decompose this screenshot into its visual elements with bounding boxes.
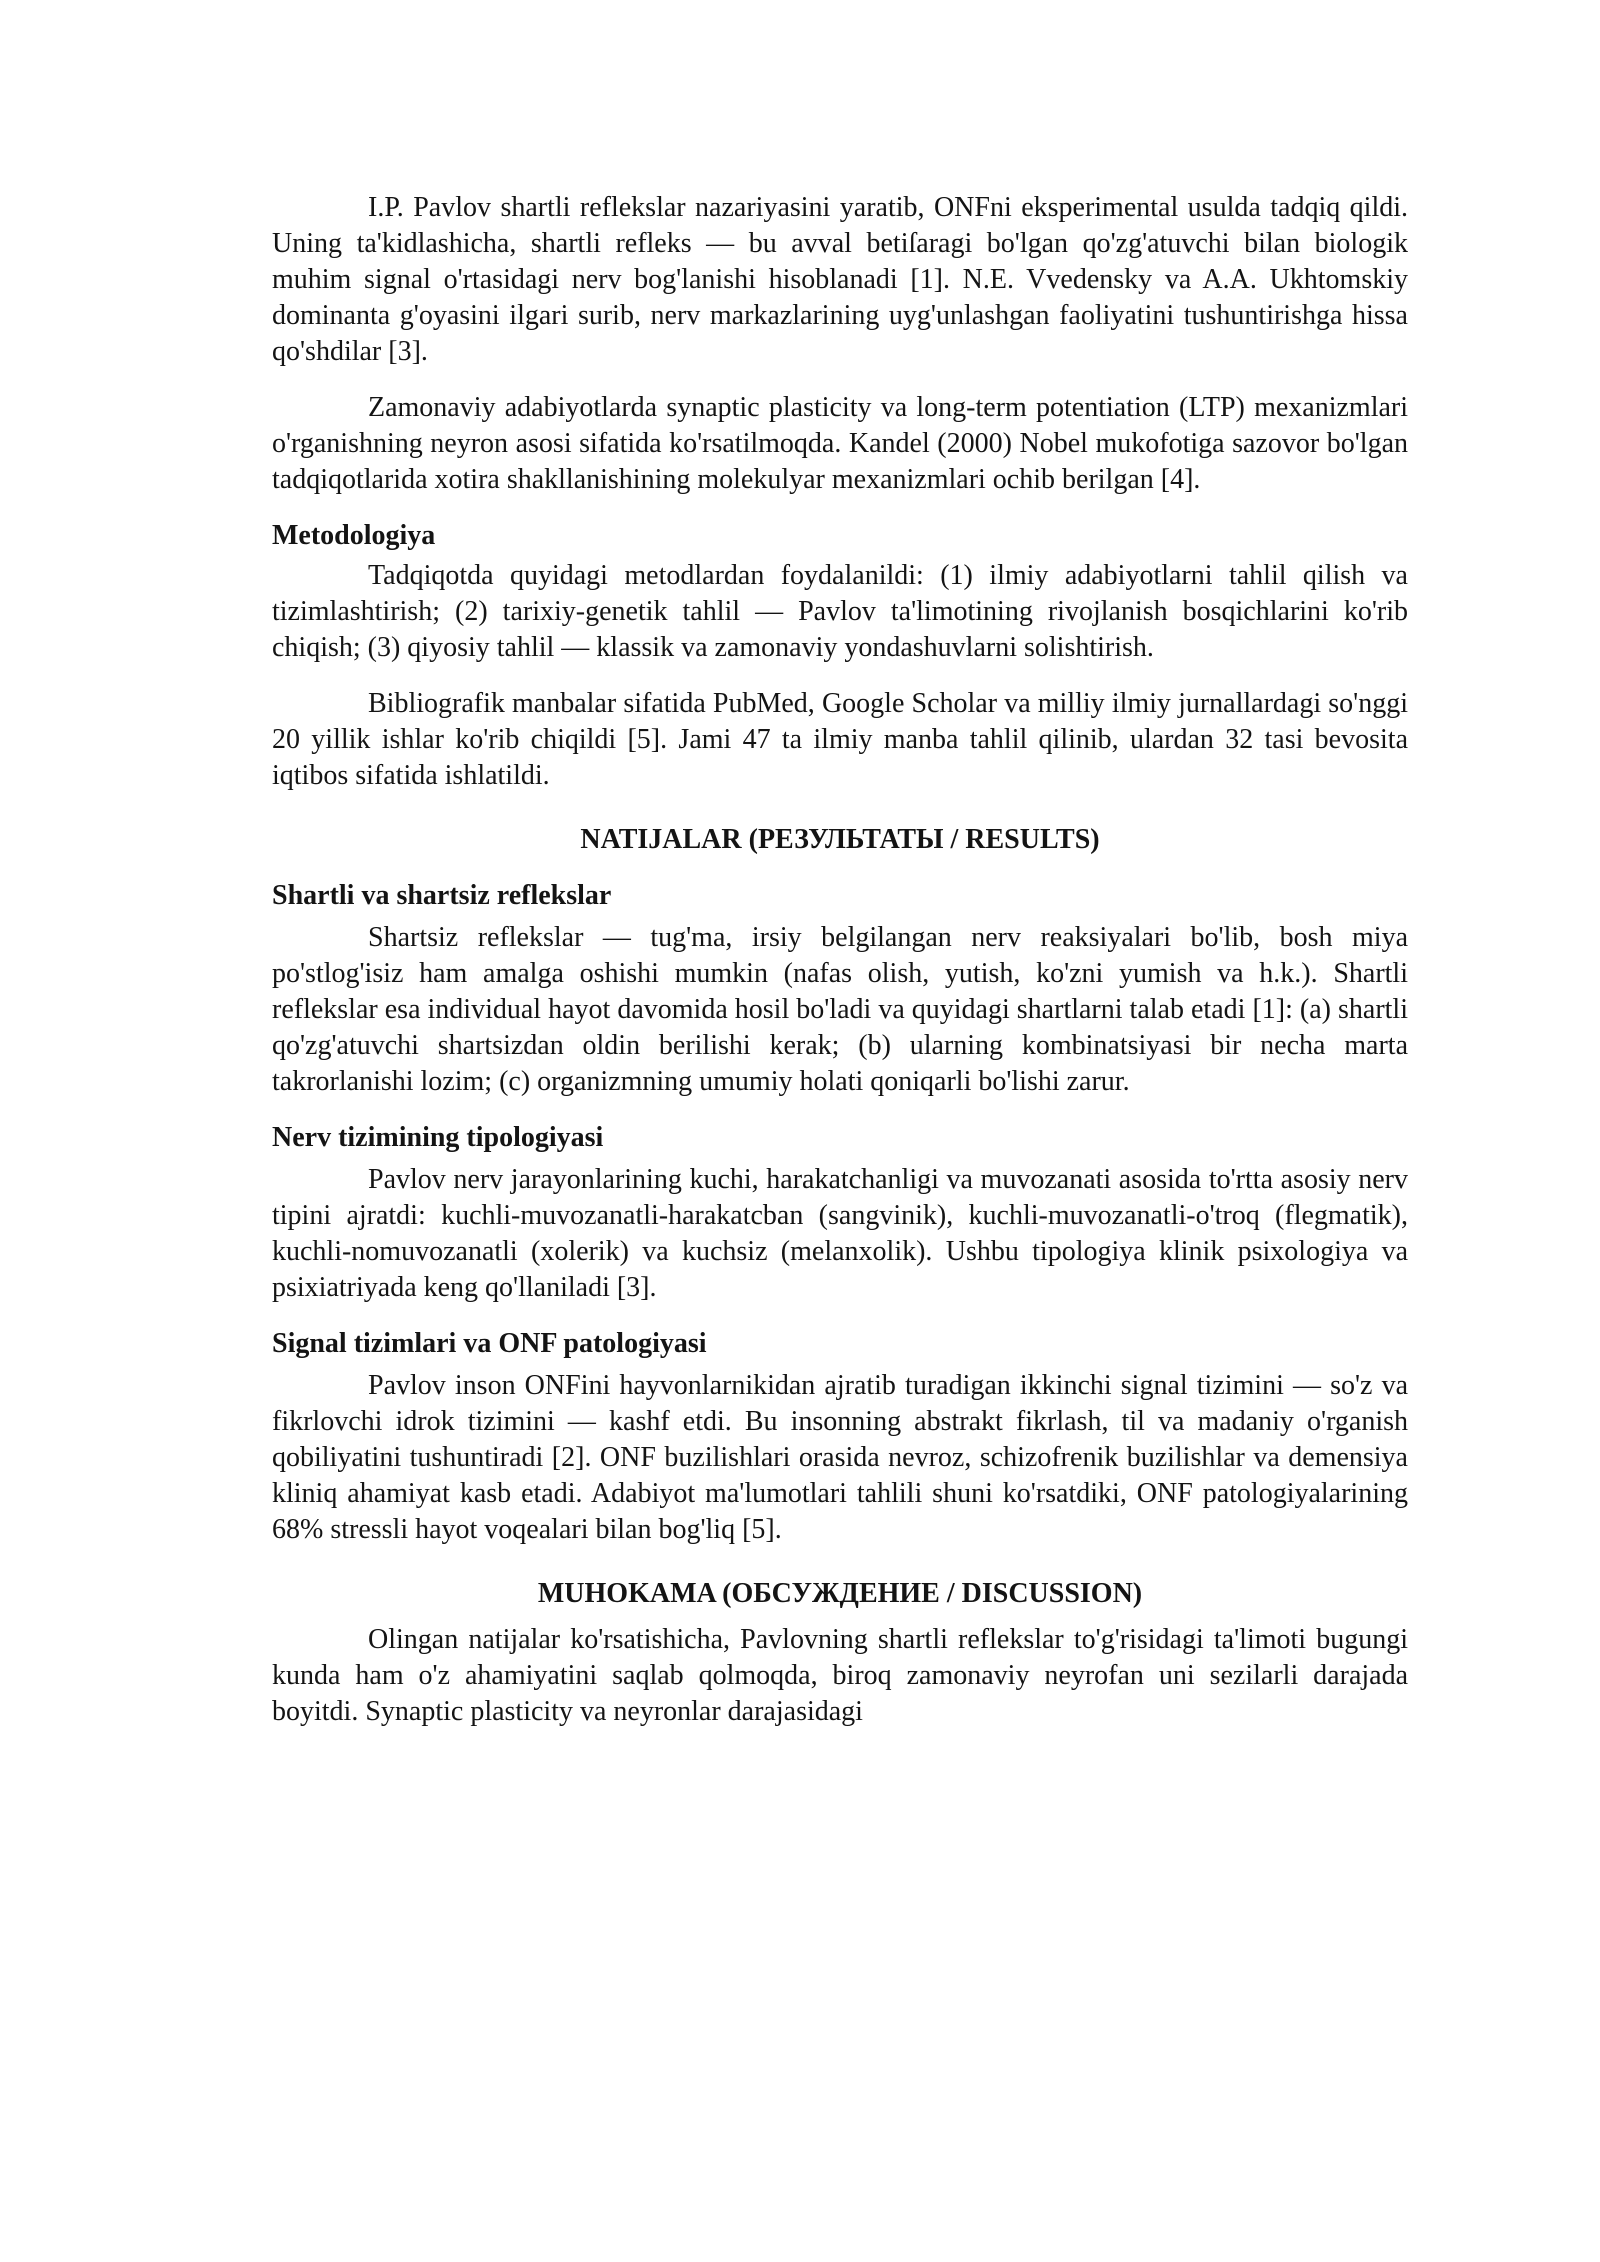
intro-paragraph-1: I.P. Pavlov shartli reflekslar nazariyasini yaratib, ONFni eksperimental usulda tadqiq qildi. Uning ta'kidlashicha, shartli refleks — bu avval betiſaragi bo'lgan qo'zg'atuvchi bilan biologik muhim signal o'rtasidagi nerv bog'lanishi hisoblanadi [1]. N.E. Vvedensky va A.A. Ukhtomskiy dominanta g'oyasini ilgari surib, nerv markazlarining uyg'unlashgan faoliyatini tushuntirishga hissa qo'shdilar [3]. xyxy=(272,192,1408,367)
intro-paragraph-2: Zamonaviy adabiyotlarda synaptic plasticity va long-term potentiation (LTP) mexanizmlari o'rganishning neyron asosi sifatida ko'rsatilmoqda. Kandel (2000) Nobel mukofotiga sazovor bo'lgan tadqiqotlarida xotira shakllanishining molekulyar mexanizmlari ochib berilgan [4]. xyxy=(272,392,1408,495)
signal-subheading: Signal tizimlari va ONF patologiyasi xyxy=(272,1328,707,1359)
typology-subheading: Nerv tizimining tipologiyasi xyxy=(272,1122,604,1153)
methodology-heading: Metodologiya xyxy=(272,520,436,551)
document-page xyxy=(272,190,1408,1730)
methodology-paragraph-2: Bibliografik manbalar sifatida PubMed, Google Scholar va milliy ilmiy jurnallardagi so'nggi 20 yillik ishlar ko'rib chiqildi [5]. Jami 47 ta ilmiy manba tahlil qilinib, ulardan 32 tasi bevosita iqtibos sifatida ishlatildi. xyxy=(272,688,1408,791)
reflexes-paragraph: Shartsiz reflekslar — tug'ma, irsiy belgilangan nerv reaksiyalari bo'lib, bosh miya po'stlog'isiz ham amalga oshishi mumkin (nafas olish, yutish, ko'zni yumish va h.k.). Shartli reflekslar esa individual hayot davomida hosil bo'ladi va quyidagi shartlarni talab etadi [1]: (a) shartli qo'zg'atuvchi shartsizdan oldin berilishi kerak; (b) ularning kombinatsiyasi bir necha marta takrorlanishi lozim; (c) organizmning umumiy holati qoniqarli bo'lishi zarur. xyxy=(272,922,1408,1097)
reflexes-subheading: Shartli va shartsiz reflekslar xyxy=(272,880,612,911)
discussion-section-heading: MUHOKAMA (ОБСУЖДЕНИЕ / DISCUSSION) xyxy=(537,1578,1143,1609)
methodology-paragraph-1: Tadqiqotda quyidagi metodlardan foydalanildi: (1) ilmiy adabiyotlarni tahlil qilish va tizimlashtirish; (2) tarixiy-genetik tahlil — Pavlov ta'limotining rivojlanish bosqichlarini ko'rib chiqish; (3) qiyosiy tahlil — klassik va zamonaviy yondashuvlarni solishtirish. xyxy=(272,560,1408,663)
typology-paragraph: Pavlov nerv jarayonlarining kuchi, harakatchanligi va muvozanati asosida to'rtta asosiy nerv tipini ajratdi: kuchli-muvozanatli-harakatcban (sangvinik), kuchli-muvozanatli-o'troq (flegmatik), kuchli-nomuvozanatli (xolerik) va kuchsiz (melanxolik). Ushbu tipologiya klinik psixologiya va psixiatriyada keng qo'llaniladi [3]. xyxy=(272,1164,1408,1303)
results-section-heading: NATIJALAR (РЕЗУЛЬТАТЫ / RESULTS) xyxy=(580,824,1100,855)
signal-paragraph: Pavlov inson ONFini hayvonlarnikidan ajratib turadigan ikkinchi signal tizimini — so'z va fikrlovchi idrok tizimini — kashf etdi. Bu insonning abstrakt fikrlash, til va madaniy o'rganish qobiliyatini tushuntiradi [2]. ONF buzilishlari orasida nevroz, schizofrenik buzilishlar va demensiya kliniq ahamiyat kasb etadi. Adabiyot ma'lumotlari tahlili shuni ko'rsatdiki, ONF patologiyalarining 68% stressli hayot voqealari bilan bog'liq [5]. xyxy=(272,1370,1408,1545)
discussion-paragraph-1: Olingan natijalar ko'rsatishicha, Pavlovning shartli reflekslar to'g'risidagi ta'limoti bugungi kunda ham o'z ahamiyatini saqlab qolmoqda, biroq zamonaviy neyrofan uni sezilarli darajada boyitdi. Synaptic plasticity va neyronlar darajasidagi xyxy=(272,1624,1408,1727)
